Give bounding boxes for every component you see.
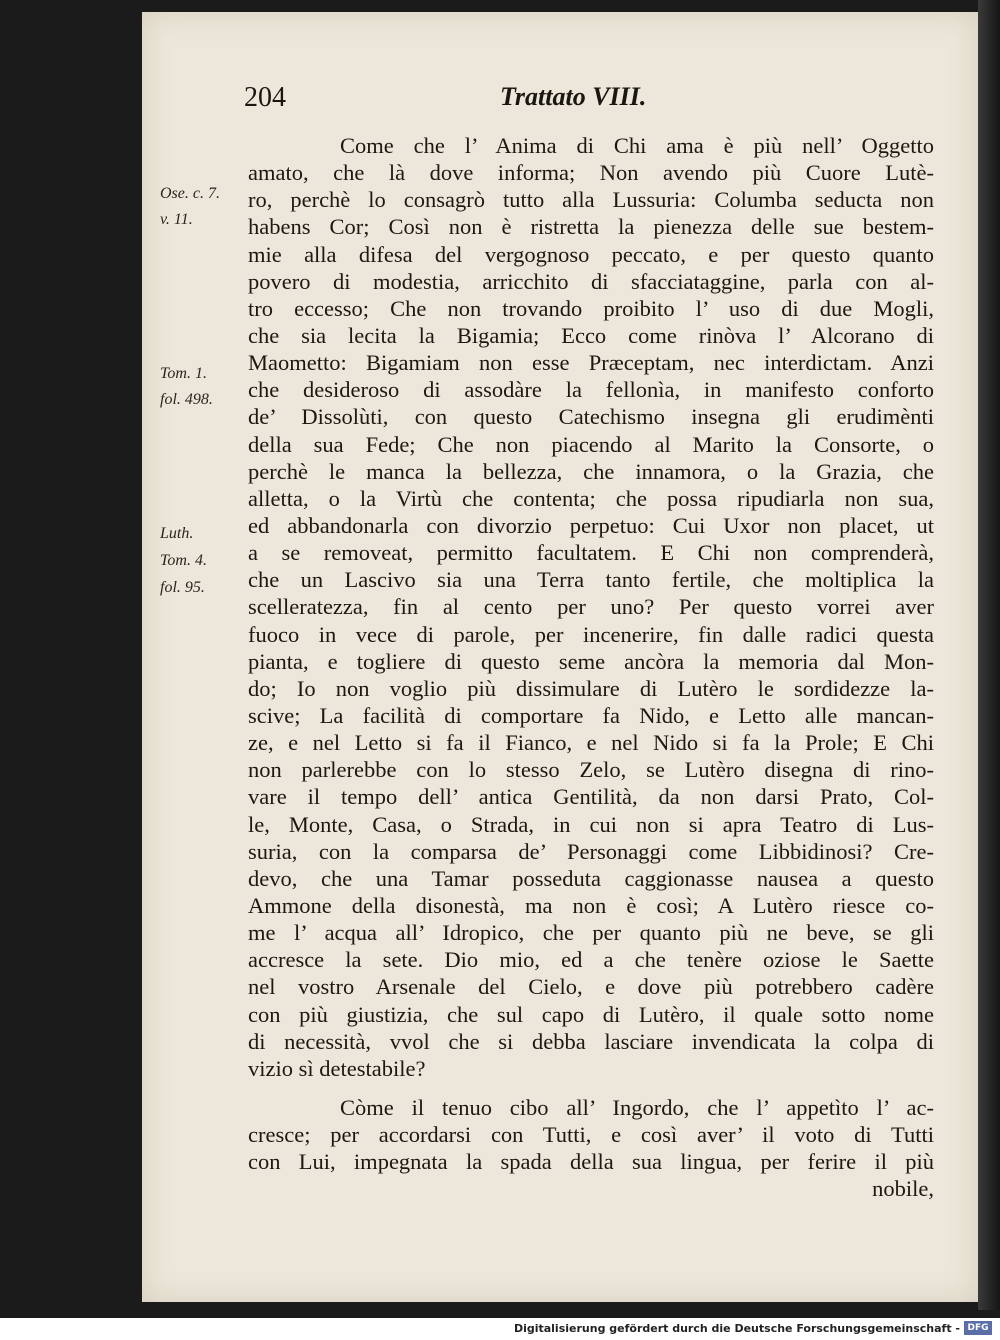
dfg-logo: DFG xyxy=(964,1321,992,1335)
page-number: 204 xyxy=(244,82,286,113)
text-line: alletta, o la Virtù che contenta; che possa ripudiarla non sua, xyxy=(248,485,934,511)
text-line: di necessità, vvol che si debba lasciare invendicata la colpa di xyxy=(248,1028,934,1054)
text-line: suria, con la comparsa de’ Personaggi come Libbidinosi? Cre- xyxy=(248,838,934,864)
text-line: nel vostro Arsenale del Cielo, e dove più potrebbero cadère xyxy=(248,974,934,1000)
text-line: amato, che là dove informa; Non avendo più Cuore Lutè- xyxy=(248,160,934,186)
text-line: mie alla difesa del vergognoso peccato, e per questo quanto xyxy=(248,241,934,267)
text-line: habens Cor; Così non è ristretta la pienezza delle sue bestem- xyxy=(248,214,934,240)
margin-note: Luth. xyxy=(160,525,194,542)
text-line: che desideroso di assodàre la fellonìa, in manifesto conforto xyxy=(248,377,934,403)
text-line: tro eccesso; Che non trovando proibito l’ uso di due Mogli, xyxy=(248,295,934,321)
text-line: della sua Fede; Che non piacendo al Marito la Consorte, o xyxy=(248,431,934,457)
text-line: ze, e nel Letto si fa il Fianco, e nel Nido si fa la Prole; E Chi xyxy=(248,730,934,756)
text-line: con Lui, impegnata la spada della sua lingua, per ferire il più xyxy=(248,1149,934,1175)
text-line: ed abbandonarla con divorzio perpetuo: Cui Uxor non placet, ut xyxy=(248,512,934,538)
margin-note: Tom. 1. xyxy=(160,365,207,382)
text-line: pianta, e togliere di questo seme ancòra la memoria dal Mon- xyxy=(248,648,934,674)
text-line: ro, perchè lo consagrò tutto alla Lussuria: Columba seducta non xyxy=(248,187,934,213)
text-line: de’ Dissolùti, con questo Catechismo insegna gli erudimènti xyxy=(248,404,934,430)
text-line: vizio sì detestabile? xyxy=(248,1055,426,1081)
text-line: perchè le manca la bellezza, che innamora, o la Grazia, che xyxy=(248,458,934,484)
margin-note: Tom. 4. xyxy=(160,552,207,569)
running-title: Trattato VIII. xyxy=(500,82,647,111)
margin-note: Ose. c. 7. xyxy=(160,185,220,202)
margin-note: fol. 95. xyxy=(160,579,205,596)
text-line: povero di modestia, arricchito di sfacciataggine, parla con al- xyxy=(248,268,934,294)
body-text xyxy=(248,132,934,1202)
margin-note: v. 11. xyxy=(160,211,193,228)
text-line: do; Io non voglio più dissimulare di Lutèro le sordidezze la- xyxy=(248,675,934,701)
margin-note: fol. 498. xyxy=(160,391,213,408)
text-line: Maometto: Bigamiam non esse Præceptam, nec interdictam. Anzi xyxy=(248,350,934,376)
text-line: devo, che una Tamar posseduta caggionasse nausea a questo xyxy=(248,865,934,891)
text-line: Come che l’ Anima di Chi ama è più nell’ Oggetto xyxy=(340,133,934,158)
text-line: me l’ acqua all’ Idropico, che per quanto più ne beve, se gli xyxy=(248,920,934,946)
text-line: che sia lecita la Bigamia; Ecco come rinòva l’ Alcorano di xyxy=(248,322,934,348)
text-line: vare il tempo dell’ antica Gentilità, da non darsi Prato, Col- xyxy=(248,784,934,810)
book-spine xyxy=(978,0,1000,1310)
text-line: Còme il tenuo cibo all’ Ingordo, che l’ appetìto l’ ac- xyxy=(340,1094,934,1120)
text-line: scive; La facilità di comportare fa Nido, e Letto alle mancan- xyxy=(248,702,934,728)
text-line: a se removeat, permitto facultatem. E Chi non comprenderà, xyxy=(248,540,934,566)
text-line: accresce la sete. Dio mio, ed a che tenère oziose le Saette xyxy=(248,947,934,973)
text-line: con più giustizia, che sul capo di Lutèro, il quale sotto nome xyxy=(248,1001,934,1027)
text-line: fuoco in vece di parole, per incenerire, fin dalle radici questa xyxy=(248,621,934,647)
text-line: non parlerebbe con lo stesso Zelo, se Lutèro disegna di rino- xyxy=(248,757,934,783)
text-line: scelleratezza, fin al cento per uno? Per questo vorrei aver xyxy=(248,594,934,620)
text-line: le, Monte, Casa, o Strada, in cui non si apra Teatro di Lus- xyxy=(248,811,934,837)
text-line: Ammone della disonestà, ma non è così; A Lutèro riesce co- xyxy=(248,892,934,918)
catchword: nobile, xyxy=(872,1176,934,1202)
digitization-credit: Digitalisierung gefördert durch die Deutsche Forschungsgemeinschaft - xyxy=(513,1322,960,1335)
text-line: che un Lascivo sia una Terra tanto fertile, che moltiplica la xyxy=(248,567,934,593)
text-line: cresce; per accordarsi con Tutti, e così aver’ il voto di Tutti xyxy=(248,1122,934,1148)
